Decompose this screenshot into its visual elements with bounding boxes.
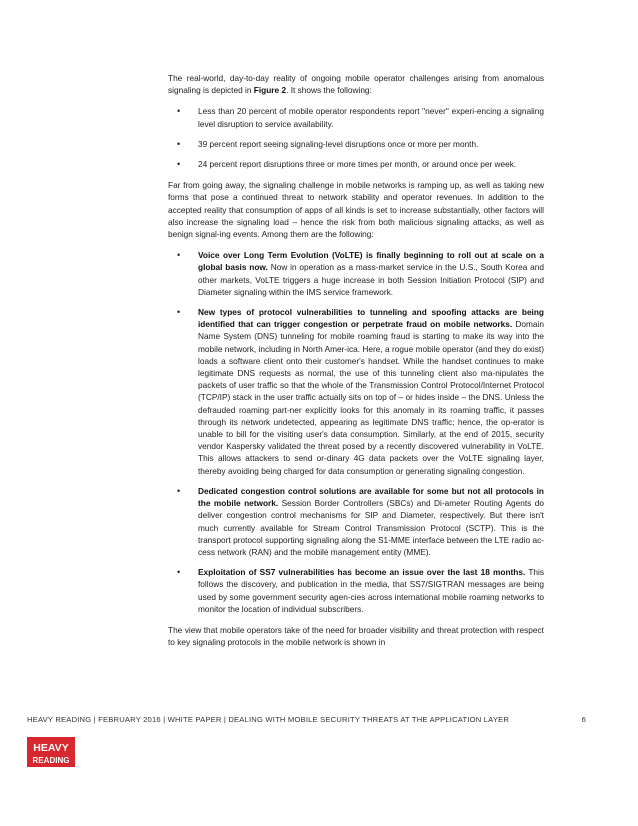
stats-list — [168, 105, 544, 170]
page-footer — [27, 715, 586, 724]
intro-paragraph: The real-world, day-to-day reality of ongoing mobile operator challenges arising from anomalous signaling is depicted in Figure 2. It shows the following: — [168, 73, 544, 96]
heavy-reading-logo — [27, 737, 75, 783]
logo-word-heavy: HEAVY — [33, 742, 69, 754]
factors-list — [168, 249, 544, 615]
list-item: • Less than 20 percent of mobile operator respondents report "never" experi-encing a signaling level disruption to service availability. — [168, 105, 544, 129]
document-body — [168, 72, 544, 657]
list-item: • Dedicated congestion control solutions are available for some but not all protocols in the mobile network. Session Border Controllers (SBCs) and Di-ameter Routing Agents do deliver congestion control mechanisms for SIP and Diameter, respectively. But there isn't much currently available for Stream Control Transmission Protocol (SCTP). This is the transport protocol supporting signaling along the S1-MME interface between the LTE radio ac-cess network (RAN) and the mobile management entity (MME). — [168, 485, 544, 558]
list-item: • 39 percent report seeing signaling-level disruptions once or more per month. — [168, 138, 544, 150]
list-item: • Voice over Long Term Evolution (VoLTE) is finally beginning to roll out at scale on a global basis now. Now in operation as a mass-market service in the U.S., South Korea and other markets, VoLTE triggers a huge increase in both Session Initiation Protocol (SIP) and Diameter signaling within the IMS service framework. — [168, 249, 544, 298]
list-item: • New types of protocol vulnerabilities to tunneling and spoofing attacks are being identified that can trigger congestion or perpetrate fraud on mobile networks. Domain Name System (DNS) tunneling for mobile roaming fraud is starting to make its way into the mobile network, including in North Amer-ica. Here, a rogue mobile operator (and they do exist) loads a software client onto their customer's handset. While the handset continues to make legitimate DNS requests as normal, the use of this tunneling client also ma-nipulates the packets of user traffic so that the whole of the Transmission Control Protocol/Internet Protocol (TCP/IP) stack in the user traffic actually sits on top of – or hides inside – the DNS. Unless the defrauded roaming part-ner explicitly looks for this anomaly in its roaming traffic, it passes through its network undetected, appearing as legitimate DNS traffic; hence, the op-erator is unable to bill for the visiting user's data consumption. Similarly, at the end of 2015, security vendor Kaspersky validated the threat posed by a recently discovered vulnerability in VoLTE. This allows attackers to send or-dinary 4G data packets over the VoLTE signaling layer, thereby avoiding being charged for data consumption or generating signaling congestion. — [168, 306, 544, 477]
figure-reference: Figure 2 — [253, 85, 287, 96]
signaling-paragraph: Far from going away, the signaling challenge in mobile networks is ramping up, as well as taking new forms that pose a continued threat to network stability and operator revenues. In addition to the accepted reality that consumption of apps of all kinds is set to increase substantially, other factors will also increase the signaling load – hence the risk from both malicious signaling attacks, as well as benign signal-ing events. Among them are the following: — [168, 180, 544, 240]
closing-paragraph: The view that mobile operators take of the need for broader visibility and threat protection with respect to key signaling protocols in the mobile network is shown in — [168, 624, 544, 648]
logo-word-reading: READING — [32, 756, 70, 765]
page-number: 6 — [581, 715, 586, 724]
list-item: • Exploitation of SS7 vulnerabilities has become an issue over the last 18 months. This follows the discovery, and publication in the media, that SS7/SIGTRAN messages are being used by some government security agen-cies across international mobile roaming networks to monitor the location of individual subscribers. — [168, 566, 544, 615]
list-item: • 24 percent report disruptions three or more times per month, or around once per week. — [168, 158, 544, 170]
footer-text: HEAVY READING | FEBRUARY 2016 | WHITE PAPER | DEALING WITH MOBILE SECURITY THREATS AT THE APPLICATION LAYER — [27, 715, 510, 724]
